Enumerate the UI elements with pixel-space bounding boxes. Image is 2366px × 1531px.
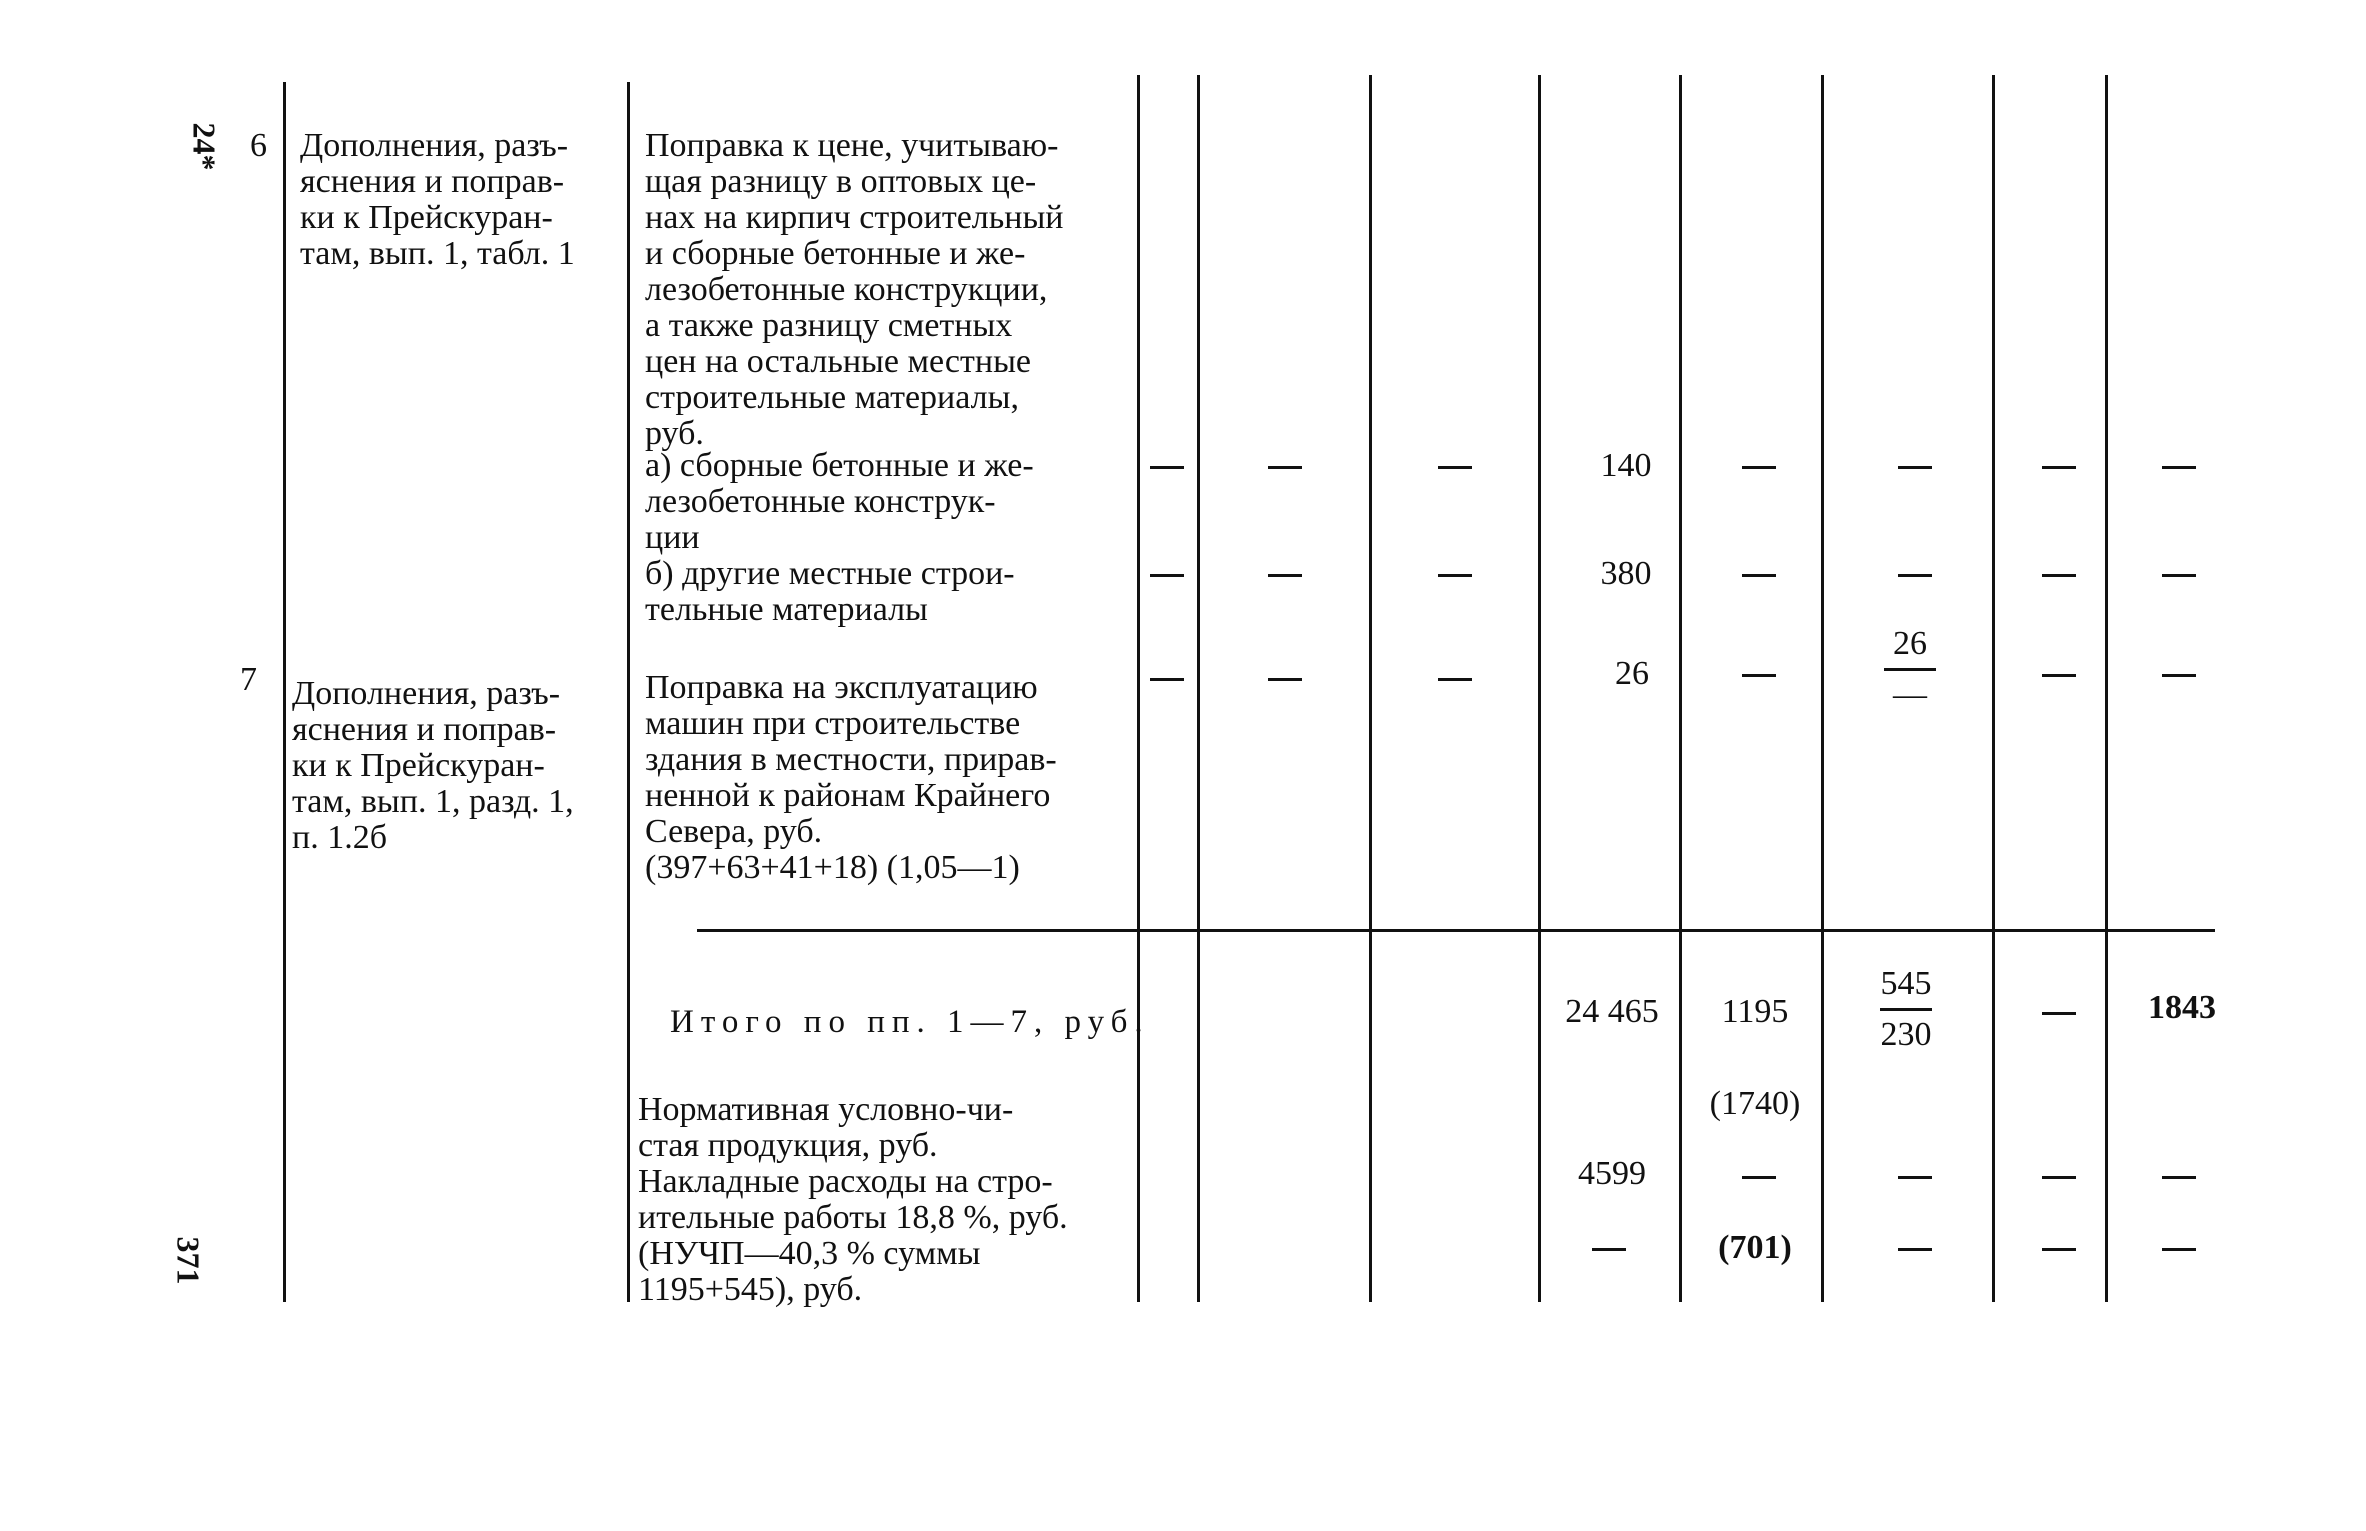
top-margin-mark: 24*: [186, 122, 223, 171]
rule-source: [627, 82, 630, 1302]
nuchp-c8: [2162, 1248, 2196, 1251]
row-6a-c2: [1268, 466, 1302, 469]
row-6b-c7: [2042, 574, 2076, 577]
totals-c7: [2042, 1012, 2076, 1015]
totals-c4: 24 465: [1565, 993, 1659, 1030]
totals-separator: [697, 929, 2215, 932]
totals-c5: 1195: [1721, 993, 1789, 1030]
overhead-c8: [2162, 1176, 2196, 1179]
row-7-c6-fraction: 26 —: [1870, 626, 1950, 713]
totals-label: Итого по пп. 1—7, руб.: [670, 1004, 1150, 1040]
nuchp-c6: [1898, 1248, 1932, 1251]
row-7-c3: [1438, 678, 1472, 681]
rule-c6: [1821, 75, 1824, 1302]
row-6a-c4: 140: [1600, 447, 1652, 484]
totals-c8: 1843: [2148, 989, 2216, 1026]
row-7-c7: [2042, 674, 2076, 677]
nuchp-c4: [1592, 1248, 1626, 1251]
rule-c4: [1538, 75, 1541, 1302]
nuchp-c5: (701): [1718, 1229, 1792, 1266]
overhead-c5: [1742, 1176, 1776, 1179]
normative-c5: (1740): [1709, 1085, 1801, 1122]
row-7-c1: [1150, 678, 1184, 681]
row-7-number: 7: [240, 661, 257, 698]
row-7-c5: [1742, 674, 1776, 677]
row-6a-c8: [2162, 466, 2196, 469]
row-6a-c6: [1898, 466, 1932, 469]
row-6b-c2: [1268, 574, 1302, 577]
row-6-number: 6: [250, 127, 267, 164]
row-6b-c4: 380: [1600, 555, 1652, 592]
rule-c7: [1992, 75, 1995, 1302]
nuchp-c7: [2042, 1248, 2076, 1251]
row-6b-c8: [2162, 574, 2196, 577]
rule-c8: [2105, 75, 2108, 1302]
rule-left: [283, 82, 286, 1302]
row-6a-c5: [1742, 466, 1776, 469]
row-7-c2: [1268, 678, 1302, 681]
rule-c1: [1137, 75, 1140, 1302]
row-6a-c7: [2042, 466, 2076, 469]
row-6a-c1: [1150, 466, 1184, 469]
row-6a-c3: [1438, 466, 1472, 469]
rule-c3: [1369, 75, 1372, 1302]
overhead-c4: 4599: [1578, 1155, 1646, 1192]
row-6b-c6: [1898, 574, 1932, 577]
overhead-c7: [2042, 1176, 2076, 1179]
row-6b-c1: [1150, 574, 1184, 577]
row-7-c4: 26: [1615, 655, 1649, 692]
overhead-c6: [1898, 1176, 1932, 1179]
rule-c2: [1197, 75, 1200, 1302]
totals-c6-fraction: 545 230: [1880, 965, 1932, 1053]
row-6b-c5: [1742, 574, 1776, 577]
row-7-c8: [2162, 674, 2196, 677]
row-6b-c3: [1438, 574, 1472, 577]
page-number: 371: [170, 1236, 207, 1285]
